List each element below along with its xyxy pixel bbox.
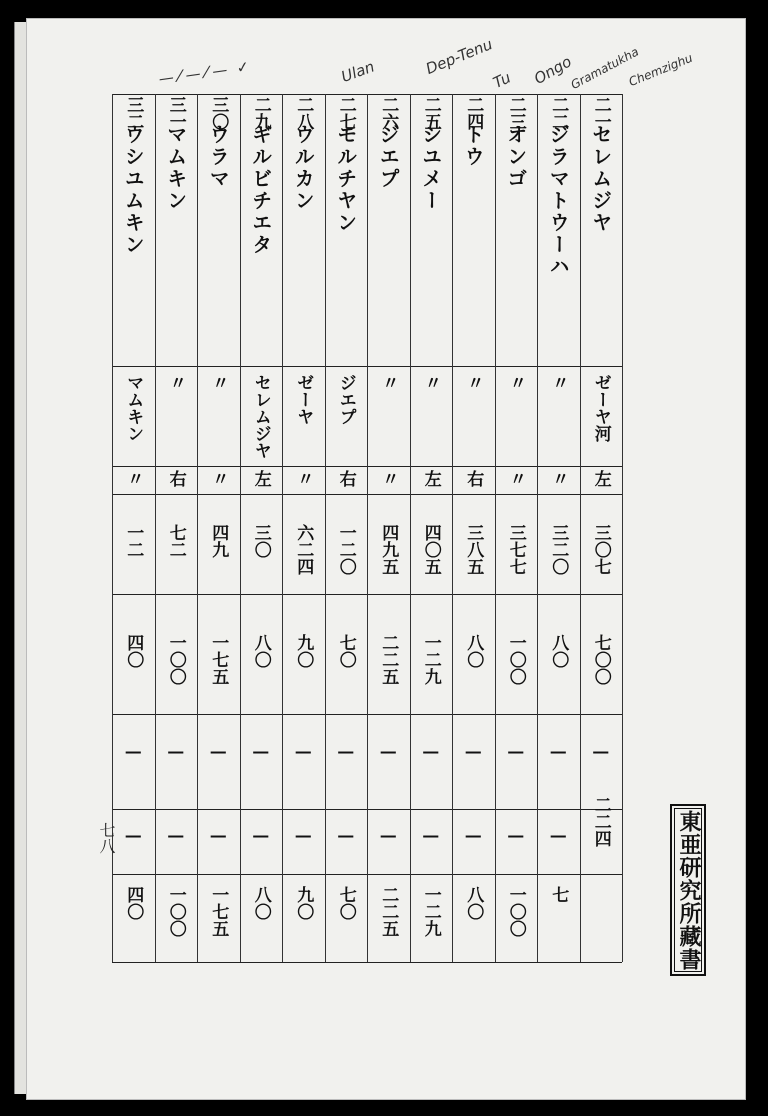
river-name: セレムジヤ: [588, 124, 613, 234]
dash-cell: —: [250, 826, 271, 846]
column-rule: [495, 94, 496, 962]
bank-side: 右: [463, 470, 484, 487]
river-number: 二七: [335, 96, 356, 130]
river-length: 七〇〇: [590, 634, 611, 685]
annotation-gramatukha: Gramatukha: [568, 44, 642, 92]
river-name: モルチヤン: [333, 124, 358, 234]
dash-cell: —: [505, 742, 526, 762]
river-number: 三一: [165, 96, 186, 130]
total-cell: 二二五: [378, 886, 399, 937]
river-number: 三二: [123, 96, 144, 130]
total-cell: 四〇: [123, 886, 144, 920]
tributary-of: 〃: [208, 374, 229, 391]
total-cell: 一〇〇: [505, 886, 526, 937]
river-name: ジラマトウーハ: [546, 124, 571, 278]
distance-from-mouth: 三八五: [463, 524, 484, 575]
column-rule: [197, 94, 198, 962]
river-length: 一二九: [420, 634, 441, 685]
dash-cell: —: [420, 742, 441, 762]
dash-cell: —: [378, 742, 399, 762]
column-rule: [452, 94, 453, 962]
river-name: ギルビチエタ: [248, 124, 273, 256]
river-name: ウラマ: [206, 124, 231, 190]
distance-from-mouth: 三七七: [505, 524, 526, 575]
river-name: シユメー: [418, 124, 443, 212]
bank-side: 左: [250, 470, 271, 487]
total-cell: 七〇: [335, 886, 356, 920]
bank-side: 〃: [123, 470, 144, 487]
dash-cell: —: [208, 826, 229, 846]
dash-cell: —: [293, 742, 314, 762]
dash-cell: —: [250, 742, 271, 762]
tributary-of: 〃: [165, 374, 186, 391]
tributary-of: ジエプ: [335, 374, 356, 425]
annotation-checkmarks: — ⁄ — ⁄ — ✓: [157, 57, 251, 88]
table-rule: [112, 962, 622, 963]
distance-from-mouth: 四九五: [378, 524, 399, 575]
distance-from-mouth: 四九: [208, 524, 229, 558]
river-name: トウ: [461, 124, 486, 168]
bank-side: 右: [165, 470, 186, 487]
bank-side: 〃: [293, 470, 314, 487]
river-length: 一〇〇: [505, 634, 526, 685]
river-length: 八〇: [250, 634, 271, 668]
column-rule: [580, 94, 581, 962]
river-number: 二三: [505, 96, 526, 130]
river-length: 八〇: [548, 634, 569, 668]
distance-from-mouth: 一二〇: [335, 524, 356, 575]
river-number: 二九: [250, 96, 271, 130]
river-number: 二五: [420, 96, 441, 130]
distance-from-mouth: 一二: [123, 524, 144, 558]
distance-from-mouth: 四〇五: [420, 524, 441, 575]
river-length: 九〇: [293, 634, 314, 668]
river-length: 一七五: [208, 634, 229, 685]
annotation-chemzighu: Chemzighu: [626, 50, 695, 89]
dash-cell: —: [123, 826, 144, 846]
bank-side: 〃: [505, 470, 526, 487]
stamp-text: 東亜研究所藏書: [676, 809, 702, 971]
tributary-of: ゼーヤ河: [590, 374, 611, 442]
total-cell: 七: [548, 886, 569, 903]
total-cell: 一〇〇: [165, 886, 186, 937]
dash-cell: —: [165, 742, 186, 762]
river-name: ジエプ: [376, 124, 401, 190]
column-rule: [282, 94, 283, 962]
river-length: 四〇: [123, 634, 144, 668]
distance-from-mouth: 七二: [165, 524, 186, 558]
distance-from-mouth: 六二四: [293, 524, 314, 575]
river-number: 二八: [293, 96, 314, 130]
tributary-of: セレムジヤ: [250, 374, 271, 459]
column-rule: [240, 94, 241, 962]
column-rule: [410, 94, 411, 962]
river-number: 三〇: [208, 96, 229, 130]
dash-cell: —: [335, 826, 356, 846]
river-name: ウルカン: [291, 124, 316, 212]
total-cell: 八〇: [250, 886, 271, 920]
river-table: [112, 74, 622, 962]
dash-cell: —: [208, 742, 229, 762]
tributary-of: 〃: [420, 374, 441, 391]
distance-from-mouth: 三〇: [250, 524, 271, 558]
dash-cell: —: [335, 742, 356, 762]
dash-cell: —: [293, 826, 314, 846]
column-rule: [367, 94, 368, 962]
river-number: 二六: [378, 96, 399, 130]
river-name: マムキン: [163, 124, 188, 212]
river-number: 二四: [463, 96, 484, 130]
distance-from-mouth: 三二〇: [548, 524, 569, 575]
total-cell: 八〇: [463, 886, 484, 920]
tributary-of: 〃: [548, 374, 569, 391]
dash-cell: —: [165, 826, 186, 846]
tributary-of: 〃: [505, 374, 526, 391]
bank-side: 右: [335, 470, 356, 487]
dash-cell: —: [463, 826, 484, 846]
river-length: 七〇: [335, 634, 356, 668]
dash-cell: —: [420, 826, 441, 846]
column-rule: [622, 94, 623, 962]
dash-cell: —: [548, 742, 569, 762]
total-cell: 一二九: [420, 886, 441, 937]
bank-side: 左: [590, 470, 611, 487]
tributary-of: 〃: [378, 374, 399, 391]
tributary-of: ゼーヤ: [293, 374, 314, 425]
bank-side: 左: [420, 470, 441, 487]
dash-cell: —: [548, 826, 569, 846]
annotation-ongo: Ongo: [531, 52, 575, 88]
total-cell: 一七五: [208, 886, 229, 937]
bank-side: 〃: [378, 470, 399, 487]
river-length: 一〇〇: [165, 634, 186, 685]
margin-page-number: 七八: [97, 822, 116, 854]
river-length: 二二五: [378, 634, 399, 685]
column-rule: [325, 94, 326, 962]
library-stamp: [670, 804, 706, 976]
river-number: 二二: [548, 96, 569, 130]
column-rule: [155, 94, 156, 962]
total-cell: 二二四: [590, 796, 611, 847]
river-name: オンゴ: [503, 124, 528, 190]
bank-side: 〃: [548, 470, 569, 487]
total-cell: 九〇: [293, 886, 314, 920]
dash-cell: —: [505, 826, 526, 846]
tributary-of: マムキン: [123, 374, 144, 442]
distance-from-mouth: 三〇七: [590, 524, 611, 575]
tributary-of: 〃: [463, 374, 484, 391]
dash-cell: —: [378, 826, 399, 846]
river-length: 八〇: [463, 634, 484, 668]
river-number: 二一: [590, 96, 611, 130]
dash-cell: —: [123, 742, 144, 762]
annotation-dep-tenu: Dep-Tenu: [423, 35, 496, 78]
river-name: ウシユムキン: [121, 124, 146, 256]
dash-cell: —: [463, 742, 484, 762]
dash-cell: —: [590, 742, 611, 762]
annotation-ulan: Ulan: [338, 57, 377, 86]
column-rule: [537, 94, 538, 962]
bank-side: 〃: [208, 470, 229, 487]
annotation-tu: Tu: [490, 68, 514, 92]
